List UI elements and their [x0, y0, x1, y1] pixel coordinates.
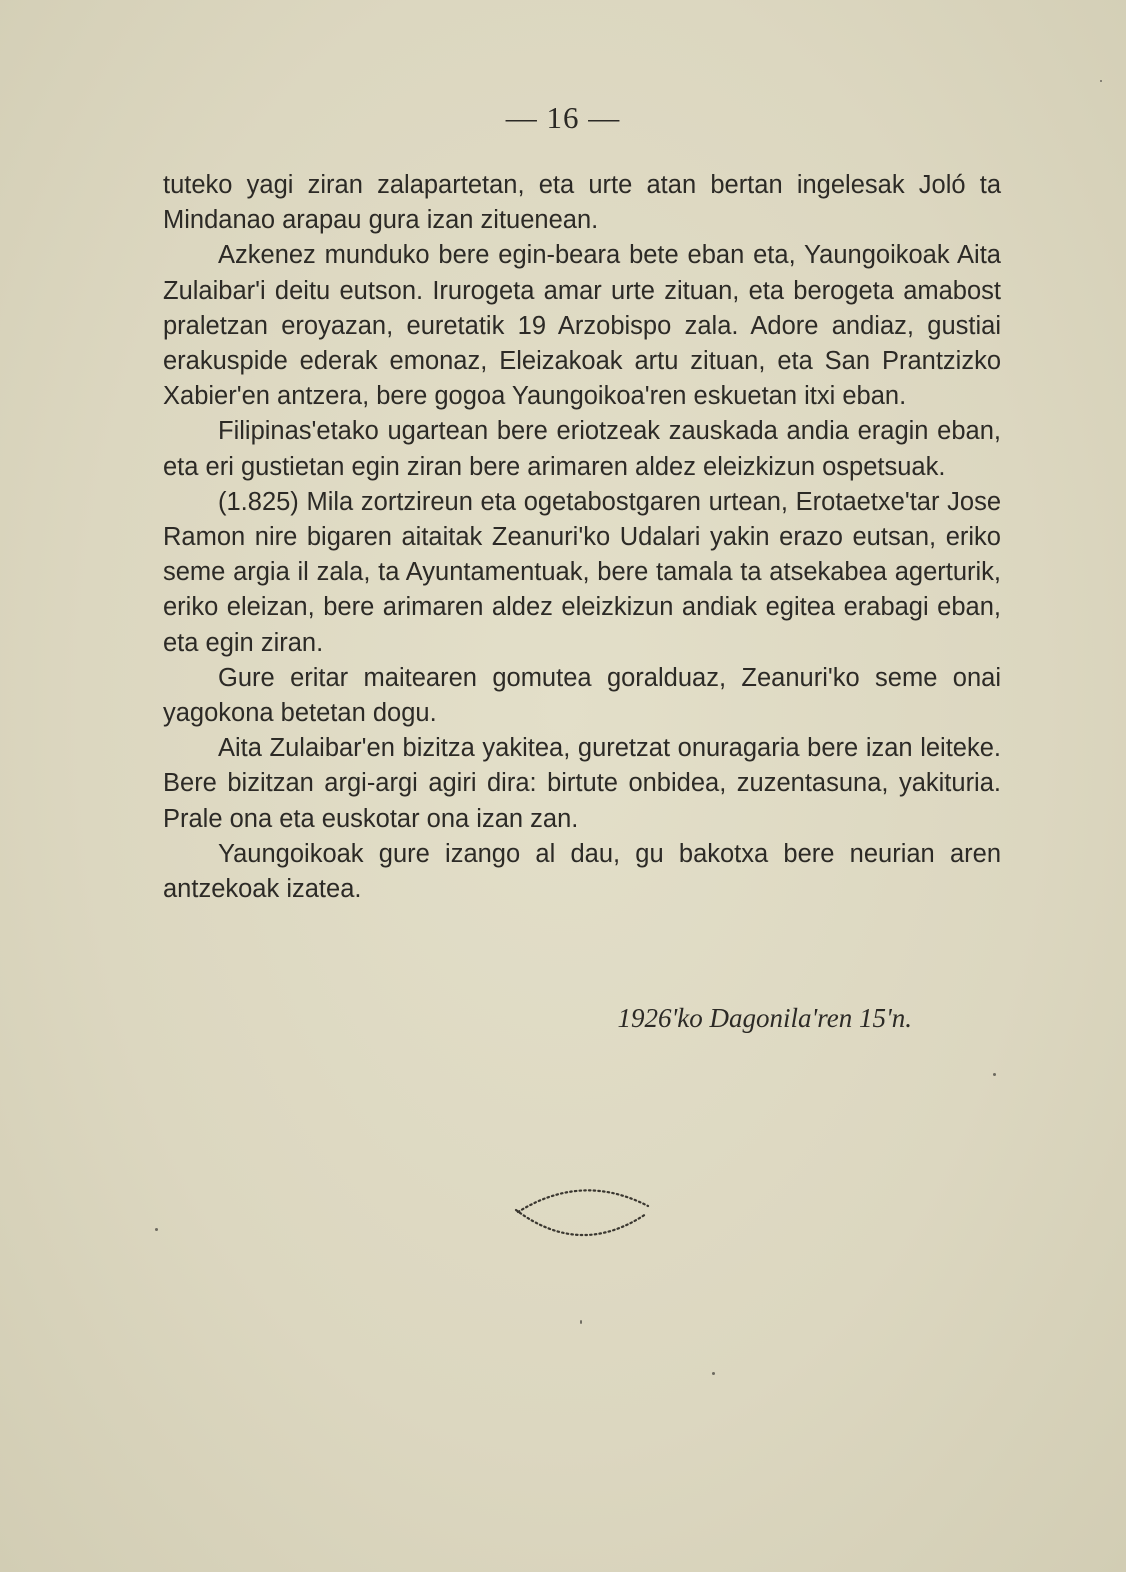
paragraph-1: tuteko yagi ziran zalapartetan, eta urte atan bertan ingelesak Joló ta Mindanao arapau gura izan zituenean. [163, 171, 1001, 235]
page-number: — 16 — [505, 100, 621, 135]
date-signoff: 1926'ko Dagonila'ren 15'n. [617, 1003, 912, 1033]
paper-speck [1100, 80, 1102, 82]
paper-speck [580, 1320, 582, 1324]
paragraph-4: (1.825) Mila zortzireun eta ogetabostgaren urtean, Erotaetxe'tar Jose Ramon nire bigaren aitaitak Zeanuri'ko Udalari yakin erazo eutsan, eriko seme argia il zala, ta Ayuntamentuak, bere tamala ta atsekabea agerturik, eriko eleizan, bere arimaren aldez eleizkizun andiak egitea erabagi eban, eta egin ziran. [163, 487, 1001, 657]
paper-speck [993, 1073, 996, 1076]
paragraph-5: Gure eritar maitearen gomutea goralduaz, Zeanuri'ko seme onai yagokona betetan dogu. [163, 663, 1001, 728]
body-text [163, 168, 1001, 907]
paragraph-3: Filipinas'etako ugartean bere eriotzeak zauskada andia eragin eban, eta eri gustietan egin ziran bere arimaren aldez eleizkizun ospetsuak. [163, 417, 1001, 481]
paragraph-7: Yaungoikoak gure izango al dau, gu bakotxa bere neurian aren antzekoak izatea. [163, 839, 1001, 904]
paragraph-2: Azkenez munduko bere egin-beara bete eban eta, Yaungoikoak Aita Zulaibar'i deitu eutson. Irurogeta amar urte zituan, eta berogeta amabost praletzan eroyazan, euretatik 19 Arzobispo zala. Adore andiaz, gustiai erakuspide ederak emonaz, Eleizakoak artu zituan, eta San Prantzizko Xabier'en antzera, bere gogoa Yaungoikoa'ren eskuetan itxi eban. [163, 241, 1001, 411]
paper-speck [155, 1228, 158, 1231]
paper-speck [712, 1372, 715, 1375]
paragraph-6: Aita Zulaibar'en bizitza yakitea, guretzat onuragaria bere izan leiteke. Bere bizitzan argi-argi agiri dira: birtute onbidea, zuzentasuna, yakituria. Prale ona eta euskotar ona izan zan. [163, 734, 1001, 833]
dotted-ellipse-ornament-icon [510, 1180, 655, 1245]
